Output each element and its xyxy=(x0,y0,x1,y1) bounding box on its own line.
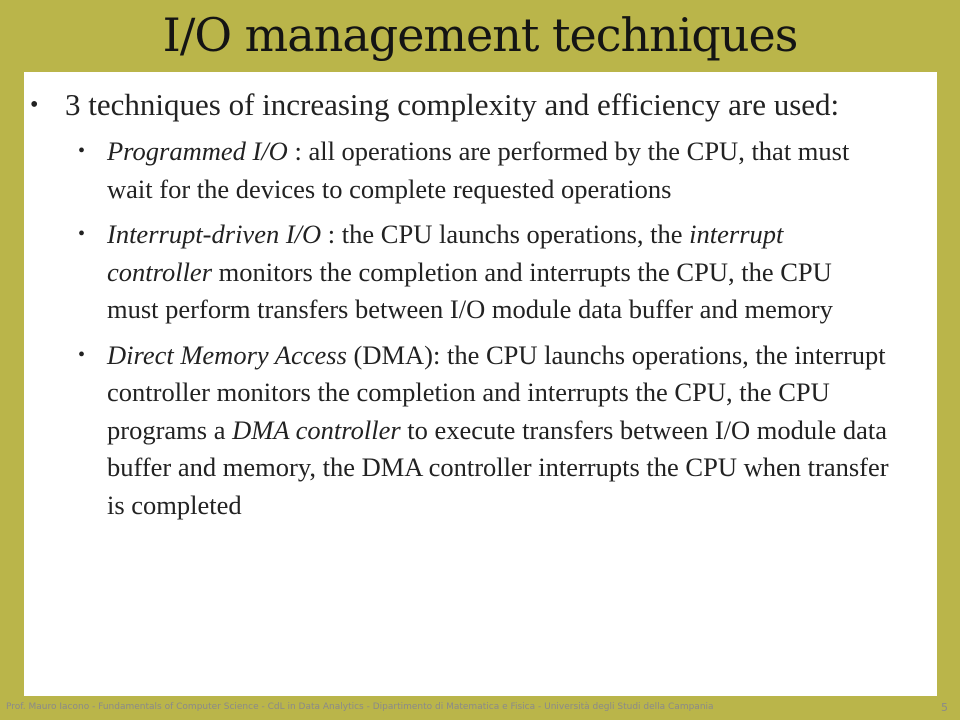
dma-text-a: (DMA): the CPU launchs operations, the interrupt controller monitors the completion and interrupts the CPU, the CPU programs a xyxy=(107,339,886,445)
dma-text-b: to execute transfers between I/O module data buffer and memory, the DMA controller interrupts the CPU when transfer is completed xyxy=(107,414,889,520)
intro-text: 3 techniques of increasing complexity and efficiency are used: xyxy=(65,87,840,122)
interrupt-driven-text-a: : the CPU launchs operations, the xyxy=(321,219,690,249)
term-interrupt-driven-io: Interrupt-driven I/O xyxy=(107,219,322,249)
bullet-interrupt-driven-io xyxy=(24,216,897,329)
bullet-intro xyxy=(24,86,937,524)
slide-title: I/O management techniques xyxy=(162,8,798,62)
term-direct-memory-access: Direct Memory Access xyxy=(107,339,347,370)
bullet-dma xyxy=(24,337,897,525)
bullet-marker: • xyxy=(78,223,86,245)
bullet-marker: • xyxy=(78,140,86,162)
term-dma-controller: DMA controller xyxy=(232,414,401,445)
bullet-programmed-io xyxy=(24,133,897,208)
programmed-io-text: : all operations are performed by the CPU, that must wait for the devices to complete requested operations xyxy=(107,136,850,204)
page-number: 5 xyxy=(941,701,948,714)
bullet-marker: • xyxy=(30,92,39,118)
term-programmed-io: Programmed I/O xyxy=(107,136,288,166)
bullet-list xyxy=(24,86,937,532)
sub-bullet-list xyxy=(24,133,897,524)
slide-footer: Prof. Mauro Iacono - Fundamentals of Computer Science - CdL in Data Analytics - Dipartimento di Matematica e Fisica - Università degli Studi della Campania xyxy=(6,702,714,712)
interrupt-driven-text-b: monitors the completion and interrupts the CPU, the CPU must perform transfers between I/O module data buffer and memory xyxy=(107,256,833,324)
bullet-marker: • xyxy=(78,343,86,366)
term-interrupt-controller: interrupt controller xyxy=(107,219,784,287)
content-panel xyxy=(24,72,937,696)
